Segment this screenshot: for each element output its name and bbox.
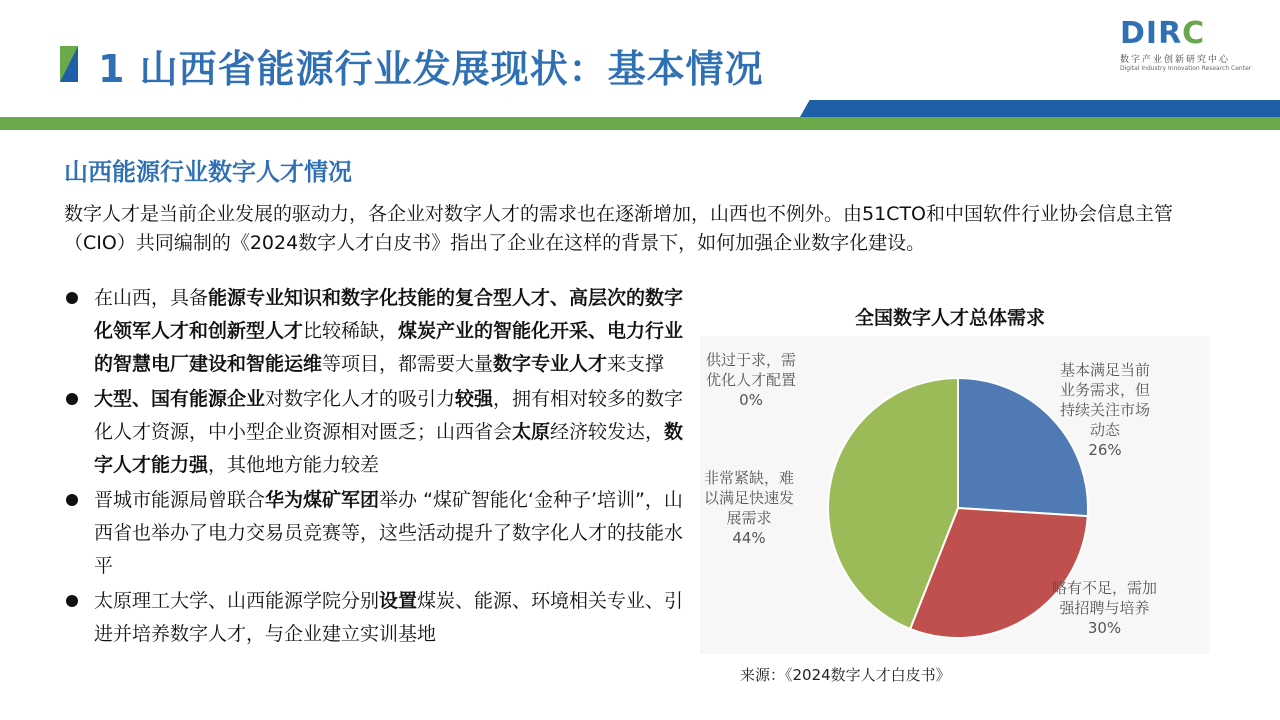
pie-label-line: 动态 <box>1090 421 1121 439</box>
bullet-dot-icon <box>66 393 78 405</box>
bullet-text: 等项目，都需要大量 <box>322 353 494 375</box>
pie-value-label: 44% <box>732 529 766 547</box>
dirc-logo <box>1120 18 1250 74</box>
bullet-text: 对数字化人才的吸引力 <box>265 388 456 410</box>
bullet-bold-text: 数字人才能力强 <box>94 421 684 476</box>
bullet-bold-text: 太原 <box>512 421 551 443</box>
pie-label-line: 展需求 <box>726 509 772 527</box>
bullet-bold-text: 煤炭产业的智能化开采、电力行业的智慧电厂建设和智能运维 <box>94 320 684 375</box>
pie-slice-label <box>1060 360 1150 460</box>
bullet-item <box>64 484 694 583</box>
bullet-text: 煤炭、能源、环境相关专业、引进并培养数字人才，与企业建立实训基地 <box>94 590 684 645</box>
bullet-bold-text: 华为煤矿军团 <box>265 489 380 511</box>
bullet-text: ，拥有相对较多的数字化人才资源，中小型企业资源相对匮乏；山西省会 <box>94 388 684 443</box>
logo-en-text: Digital Industry Innovation Research Center <box>1120 65 1252 72</box>
pie-value-label: 0% <box>739 391 763 409</box>
pie-label-line: 业务需求，但 <box>1060 381 1151 399</box>
bullet-item <box>64 585 694 651</box>
chart-title: 全国数字人才总体需求 <box>854 307 1045 329</box>
bullet-text: 经济较发达， <box>550 421 665 443</box>
bullet-text: ，其他地方能力较差 <box>208 454 380 476</box>
bullet-text: 晋城市能源局曾联合 <box>94 489 266 511</box>
pie-label-line: 供过于求，需 <box>706 351 797 369</box>
header-blue-band <box>800 100 1280 117</box>
header-green-band <box>0 117 1280 130</box>
bullet-bold-text: 大型、国有能源企业 <box>94 388 266 410</box>
pie-label-line: 非常紧缺，难 <box>704 469 795 487</box>
pie-slice-label <box>1052 578 1157 638</box>
bullet-text: 来支撑 <box>607 353 665 375</box>
pie-label-line: 强招聘与培养 <box>1059 599 1150 617</box>
bullet-list <box>64 282 694 653</box>
pie-slice-label <box>704 468 794 548</box>
bullet-bold-text: 数字专业人才 <box>493 353 608 375</box>
logo-cn-text: 数字产业创新研究中心 <box>1120 55 1231 65</box>
logo-letters: DIR <box>1120 16 1183 51</box>
section-subtitle: 山西能源行业数字人才情况 <box>64 158 352 186</box>
pie-slice-label <box>706 350 796 410</box>
pie-label-line: 优化人才配置 <box>706 371 797 389</box>
pie-label-line: 以满足快速发 <box>704 489 795 507</box>
bullet-bold-text: 能源专业知识和数字化技能的复合型人才、高层次的数字化领军人才和创新型人才 <box>94 287 684 342</box>
title-accent-mark <box>60 46 78 82</box>
bullet-text: 举办 “煤矿智能化‘金种子’培训”，山西省也举办了电力交易员竞赛等，这些活动提升了数字化人才的技能水平 <box>94 489 684 577</box>
source-note: 来源：《2024数字人才白皮书》 <box>740 666 951 684</box>
bullet-text: 太原理工大学、山西能源学院分别 <box>94 590 380 612</box>
bullet-bold-text: 较强 <box>455 388 494 410</box>
bullet-bold-text: 设置 <box>379 590 418 612</box>
pie-label-line: 持续关注市场 <box>1060 401 1151 419</box>
pie-value-label: 30% <box>1087 619 1122 637</box>
bullet-text: 在山西，具备 <box>94 287 209 309</box>
logo-letter-c: C <box>1182 16 1206 51</box>
bullet-dot-icon <box>66 595 78 607</box>
page-title: 1 山西省能源行业发展现状：基本情况 <box>98 47 764 91</box>
bullet-dot-icon <box>66 494 78 506</box>
bullet-dot-icon <box>66 292 78 304</box>
intro-paragraph: 数字人才是当前企业发展的驱动力，各企业对数字人才的需求也在逐渐增加，山西也不例外。由51CTO和中国软件行业协会信息主管（CIO）共同编制的《2024数字人才白皮书》指出了企业在这样的背景下，如何加强企业数字化建设。 <box>64 203 1174 254</box>
pie-value-label: 26% <box>1088 441 1122 459</box>
bullet-item <box>64 383 694 482</box>
pie-label-line: 略有不足，需加 <box>1052 579 1158 597</box>
pie-label-line: 基本满足当前 <box>1060 361 1151 379</box>
bullet-item <box>64 282 694 381</box>
bullet-text: 比较稀缺， <box>303 320 399 342</box>
